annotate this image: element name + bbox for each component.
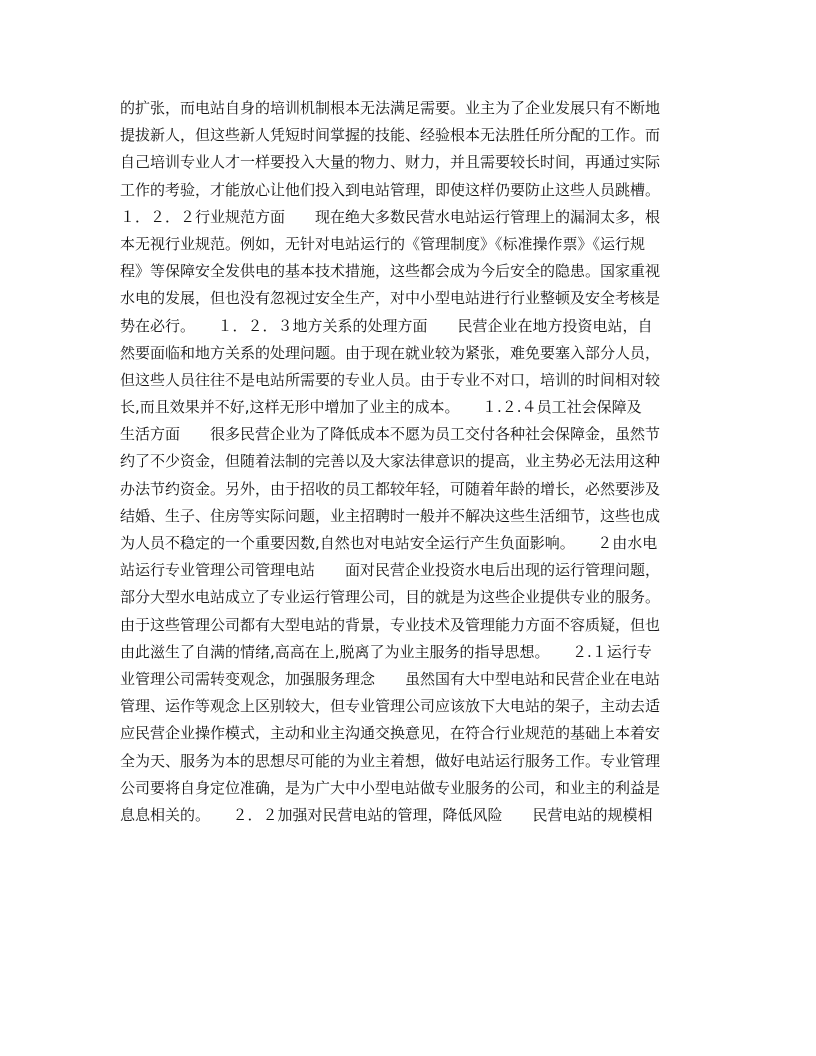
- text-line: 办法节约资金。另外，由于招收的员工都较年轻，可随着年龄的增长，必然要涉及: [120, 479, 661, 498]
- text-line: １．２．２行业规范方面 现在绝大多数民营水电站运行管理上的漏洞太多，根: [120, 207, 661, 226]
- text-line: 息息相关的。 ２．２加强对民营电站的管理，降低风险 民营电站的规模相: [120, 805, 653, 824]
- text-line: 应民营企业操作模式，主动和业主沟通交换意见，在符合行业规范的基础上本着安: [120, 724, 661, 743]
- text-line: 结婚、生子、住房等实际问题，业主招聘时一般并不解决这些生活细节，这些也成: [120, 506, 661, 525]
- text-line: 全为天、服务为本的思想尽可能的为业主着想，做好电站运行服务工作。专业管理: [120, 751, 661, 770]
- text-line: 站运行专业管理公司管理电站 面对民营企业投资水电后出现的运行管理问题，: [120, 561, 661, 580]
- text-line: 势在必行。 １．２．３地方关系的处理方面 民营企业在地方投资电站，自: [120, 316, 653, 335]
- text-line: 生活方面 很多民营企业为了降低成本不愿为员工交付各种社会保障金，虽然节: [120, 425, 661, 444]
- text-line: 部分大型水电站成立了专业运行管理公司，目的就是为这些企业提供专业的服务。: [120, 588, 661, 607]
- body-text: [120, 95, 700, 829]
- text-line: 本无视行业规范。例如，无针对电站运行的《管理制度》《标准操作票》《运行规: [120, 234, 646, 253]
- text-line: 长,而且效果并不好,这样无形中增加了业主的成本。 １.２.４员工社会保障及: [120, 398, 642, 417]
- text-line: 水电的发展，但也没有忽视过安全生产，对中小型电站进行行业整顿及安全考核是: [120, 289, 661, 308]
- text-line: 约了不少资金，但随着法制的完善以及大家法律意识的提高，业主势必无法用这种: [120, 452, 661, 471]
- text-line: 自己培训专业人才一样要投入大量的物力、财力，并且需要较长时间，再通过实际: [120, 153, 661, 172]
- text-line: 管理、运作等观念上区别较大，但专业管理公司应该放下大电站的架子，主动去适: [120, 697, 661, 716]
- text-line: 由于这些管理公司都有大型电站的背景，专业技术及管理能力方面不容质疑，但也: [120, 615, 661, 634]
- text-line: 工作的考验，才能放心让他们投入到电站管理，即使这样仍要防止这些人员跳槽。: [120, 180, 661, 199]
- text-line: 由此滋生了自满的情绪,高高在上,脱离了为业主服务的指导思想。 ２.１运行专: [120, 642, 652, 661]
- text-line: 业管理公司需转变观念，加强服务理念 虽然国有大中型电站和民营企业在电站: [120, 669, 661, 688]
- text-line: 的扩张，而电站自身的培训机制根本无法满足需要。业主为了企业发展只有不断地: [120, 99, 661, 117]
- text-line: 程》等保障安全发供电的基本技术措施，这些都会成为今后安全的隐患。国家重视: [120, 262, 661, 281]
- text-line: 提拔新人，但这些新人凭短时间掌握的技能、经验根本无法胜任所分配的工作。而: [120, 126, 661, 145]
- text-line: 然要面临和地方关系的处理问题。由于现在就业较为紧张，难免要塞入部分人员，: [120, 343, 661, 362]
- text-line: 为人员不稳定的一个重要因数,自然也对电站安全运行产生负面影响。 ２由水电: [120, 534, 658, 552]
- text-line: 公司要将自身定位准确，是为广大中小型电站做专业服务的公司，和业主的利益是: [120, 778, 661, 797]
- text-line: 但这些人员往往不是电站所需要的专业人员。由于专业不对口，培训的时间相对较: [120, 370, 661, 389]
